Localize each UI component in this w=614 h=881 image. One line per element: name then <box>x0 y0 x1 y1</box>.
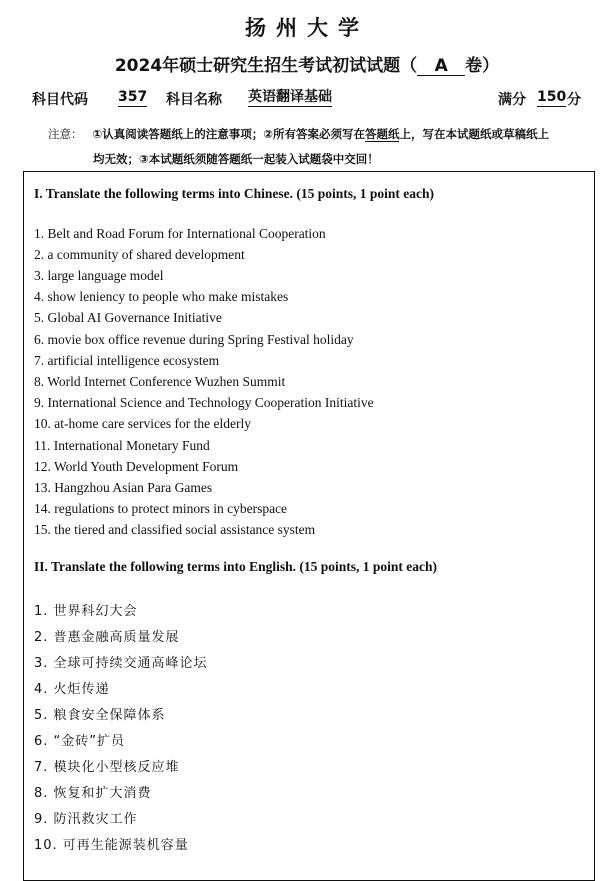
list-item: 13. Hangzhou Asian Para Games <box>34 480 213 495</box>
subject-info-line <box>32 89 588 109</box>
list-item: 1. Belt and Road Forum for International Cooperation <box>34 226 326 241</box>
list-item: 14. regulations to protect minors in cyberspace <box>34 501 288 516</box>
list-item: 15. the tiered and classified social assistance system <box>34 522 316 537</box>
notice-text-a: ①认真阅读答题纸上的注意事项；②所有答案必须写在 <box>92 127 365 141</box>
list-item: 7. 模块化小型核反应堆 <box>34 760 180 775</box>
notice-text-b: 答题纸 <box>364 127 400 141</box>
list-item: 6. “金砖”扩员 <box>34 734 126 749</box>
score-unit: 分 <box>567 92 581 108</box>
list-item: 6. movie box office revenue during Spring Festival holiday <box>34 332 354 347</box>
notice-label: 注意： <box>48 127 83 141</box>
list-item: 9. International Science and Technology Cooperation Initiative <box>34 395 374 410</box>
list-item: 5. Global AI Governance Initiative <box>34 310 222 325</box>
list-item: 3. 全球可持续交通高峰论坛 <box>34 656 208 671</box>
list-item: 8. 恢复和扩大消费 <box>34 786 152 801</box>
notice-text-c: 上，写在本试题纸或草稿纸上 <box>399 127 549 141</box>
section-2-title: II. Translate the following terms into English. (15 points, 1 point each) <box>34 559 438 574</box>
list-item: 4. show leniency to people who make mistakes <box>34 289 289 304</box>
list-item: 10. 可再生能源装机容量 <box>34 838 189 853</box>
list-item: 9. 防汛救灾工作 <box>34 812 138 827</box>
list-item: 4. 火炬传递 <box>34 682 110 697</box>
subject-name-label: 科目名称 <box>166 92 222 108</box>
exam-title <box>0 51 614 76</box>
list-item: 8. World Internet Conference Wuzhen Summit <box>34 374 286 389</box>
exam-title-suffix: 卷） <box>465 56 500 76</box>
list-item: 5. 粮食安全保障体系 <box>34 708 166 723</box>
subject-name: 英语翻译基础 <box>248 89 332 105</box>
full-score-label: 满分 <box>498 92 526 108</box>
subject-code: 357 <box>118 89 148 105</box>
notice-line-2: 均无效；③本试题纸须随答题纸一起装入试题袋中交回！ <box>93 152 379 166</box>
list-item: 12. World Youth Development Forum <box>34 459 239 474</box>
list-item: 2. a community of shared development <box>34 247 245 262</box>
list-item: 11. International Monetary Fund <box>34 438 210 453</box>
exam-title-prefix: 2024年硕士研究生招生考试初试试题（ <box>114 56 418 76</box>
subject-code-label: 科目代码 <box>32 92 88 108</box>
list-item: 2. 普惠金融高质量发展 <box>34 630 180 645</box>
university-title: 扬州大学 <box>245 16 369 40</box>
full-score: 150 <box>537 89 567 105</box>
section-1-title: I. Translate the following terms into Chinese. (15 points, 1 point each) <box>34 186 435 201</box>
list-item: 3. large language model <box>34 268 164 283</box>
notice-line-1 <box>48 126 549 142</box>
list-item: 10. at-home care services for the elderly <box>34 416 252 431</box>
paper-version: A <box>417 57 465 76</box>
list-item: 7. artificial intelligence ecosystem <box>34 353 220 368</box>
question-box <box>23 171 595 881</box>
list-item: 1. 世界科幻大会 <box>34 604 138 619</box>
